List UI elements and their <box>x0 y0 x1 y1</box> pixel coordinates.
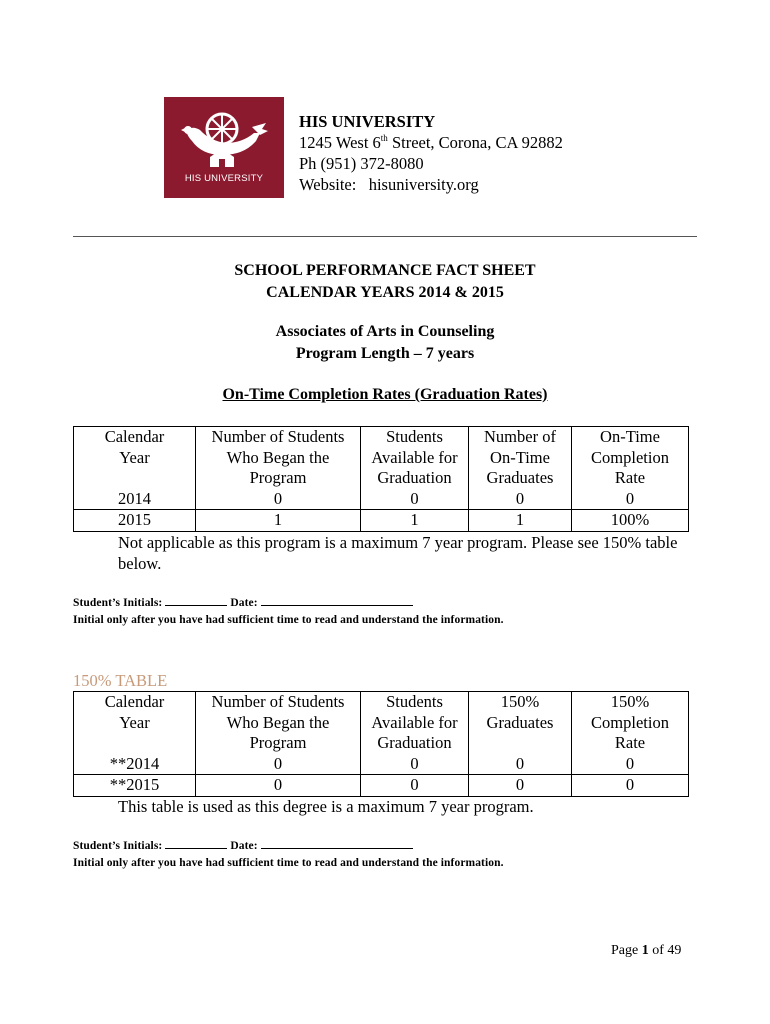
table150-note: This table is used as this degree is a maximum 7 year program. <box>118 797 534 816</box>
website-link[interactable]: hisuniversity.org <box>368 175 479 194</box>
table-row <box>74 489 689 510</box>
table-cell: 0 <box>196 754 361 775</box>
title-line-1: SCHOOL PERFORMANCE FACT SHEET <box>234 262 536 279</box>
header-cell: Number of Students Who Began the Program <box>196 692 361 754</box>
address-superscript: th <box>380 133 388 143</box>
university-address-block <box>299 111 563 195</box>
initials-field[interactable] <box>165 594 227 606</box>
program-name: Associates of Arts in Counseling <box>275 323 495 340</box>
header-cell: Number of Students Who Began the Program <box>196 427 361 489</box>
table-header-row <box>74 692 689 754</box>
table-row <box>74 754 689 775</box>
table-cell: 0 <box>572 489 689 510</box>
table-cell: **2015 <box>74 775 196 797</box>
address-part: Street, Corona, CA 92882 <box>387 133 563 152</box>
initials-instruction: Initial only after you have had sufficient time to read and understand the information. <box>73 614 504 626</box>
phone-number: Ph (951) 372-8080 <box>299 154 424 173</box>
completion-table-note: Not applicable as this program is a maximum 7 year program. Please see 150% table below. <box>118 533 678 573</box>
header-cell: Students Available for Graduation <box>361 692 469 754</box>
website-line <box>299 174 563 195</box>
header-cell: Calendar Year <box>74 692 196 754</box>
title-line-2: CALENDAR YEARS 2014 & 2015 <box>266 284 504 301</box>
initials-field[interactable] <box>165 837 227 849</box>
header-cell: 150% Graduates <box>469 692 572 754</box>
table-cell: 2014 <box>74 489 196 510</box>
program-length: Program Length – 7 years <box>295 345 475 362</box>
table-row <box>74 510 689 532</box>
table-cell: 1 <box>469 510 572 532</box>
total-pages: 49 <box>667 943 682 958</box>
university-name: HIS UNIVERSITY <box>299 112 436 131</box>
completion-table <box>73 426 689 532</box>
of-label: of <box>652 943 664 958</box>
header-divider <box>73 236 697 237</box>
table-cell: **2014 <box>74 754 196 775</box>
document-title <box>73 260 697 304</box>
logo-text: HIS UNIVERSITY <box>184 173 264 184</box>
page-number <box>611 943 681 959</box>
table-cell: 0 <box>196 775 361 797</box>
initials-block-1 <box>73 594 504 629</box>
header-cell: On-Time Completion Rate <box>572 427 689 489</box>
header-cell: Calendar Year <box>74 427 196 489</box>
header-cell: Students Available for Graduation <box>361 427 469 489</box>
table-row <box>74 775 689 797</box>
street-address <box>299 132 563 153</box>
table-cell: 0 <box>469 775 572 797</box>
dove-icon <box>164 97 284 177</box>
university-logo <box>164 97 284 198</box>
date-label: Date: <box>230 597 258 609</box>
date-label: Date: <box>230 840 258 852</box>
table150 <box>73 691 689 797</box>
table-cell: 0 <box>361 775 469 797</box>
table-cell: 0 <box>361 489 469 510</box>
header-cell: Number of On-Time Graduates <box>469 427 572 489</box>
page-label: Page <box>611 943 639 958</box>
table-cell: 0 <box>469 754 572 775</box>
table-cell: 0 <box>469 489 572 510</box>
table-header-row <box>74 427 689 489</box>
website-label: Website: <box>299 175 357 194</box>
address-part: 1245 West 6 <box>299 133 381 152</box>
initials-block-2 <box>73 837 504 872</box>
completion-table-heading: On-Time Completion Rates (Graduation Rates) <box>222 386 548 403</box>
date-field[interactable] <box>261 837 413 849</box>
header-cell: 150% Completion Rate <box>572 692 689 754</box>
current-page: 1 <box>641 943 649 958</box>
table-cell: 1 <box>196 510 361 532</box>
initials-instruction: Initial only after you have had sufficient time to read and understand the information. <box>73 857 504 869</box>
initials-label: Student’s Initials: <box>73 597 163 609</box>
program-info <box>73 321 697 365</box>
table-cell: 0 <box>572 754 689 775</box>
initials-label: Student’s Initials: <box>73 840 163 852</box>
table150-heading: 150% TABLE <box>73 671 168 690</box>
table-cell: 0 <box>572 775 689 797</box>
table-cell: 0 <box>361 754 469 775</box>
table-cell: 1 <box>361 510 469 532</box>
date-field[interactable] <box>261 594 413 606</box>
table-cell: 0 <box>196 489 361 510</box>
table-cell: 2015 <box>74 510 196 532</box>
table-cell: 100% <box>572 510 689 532</box>
